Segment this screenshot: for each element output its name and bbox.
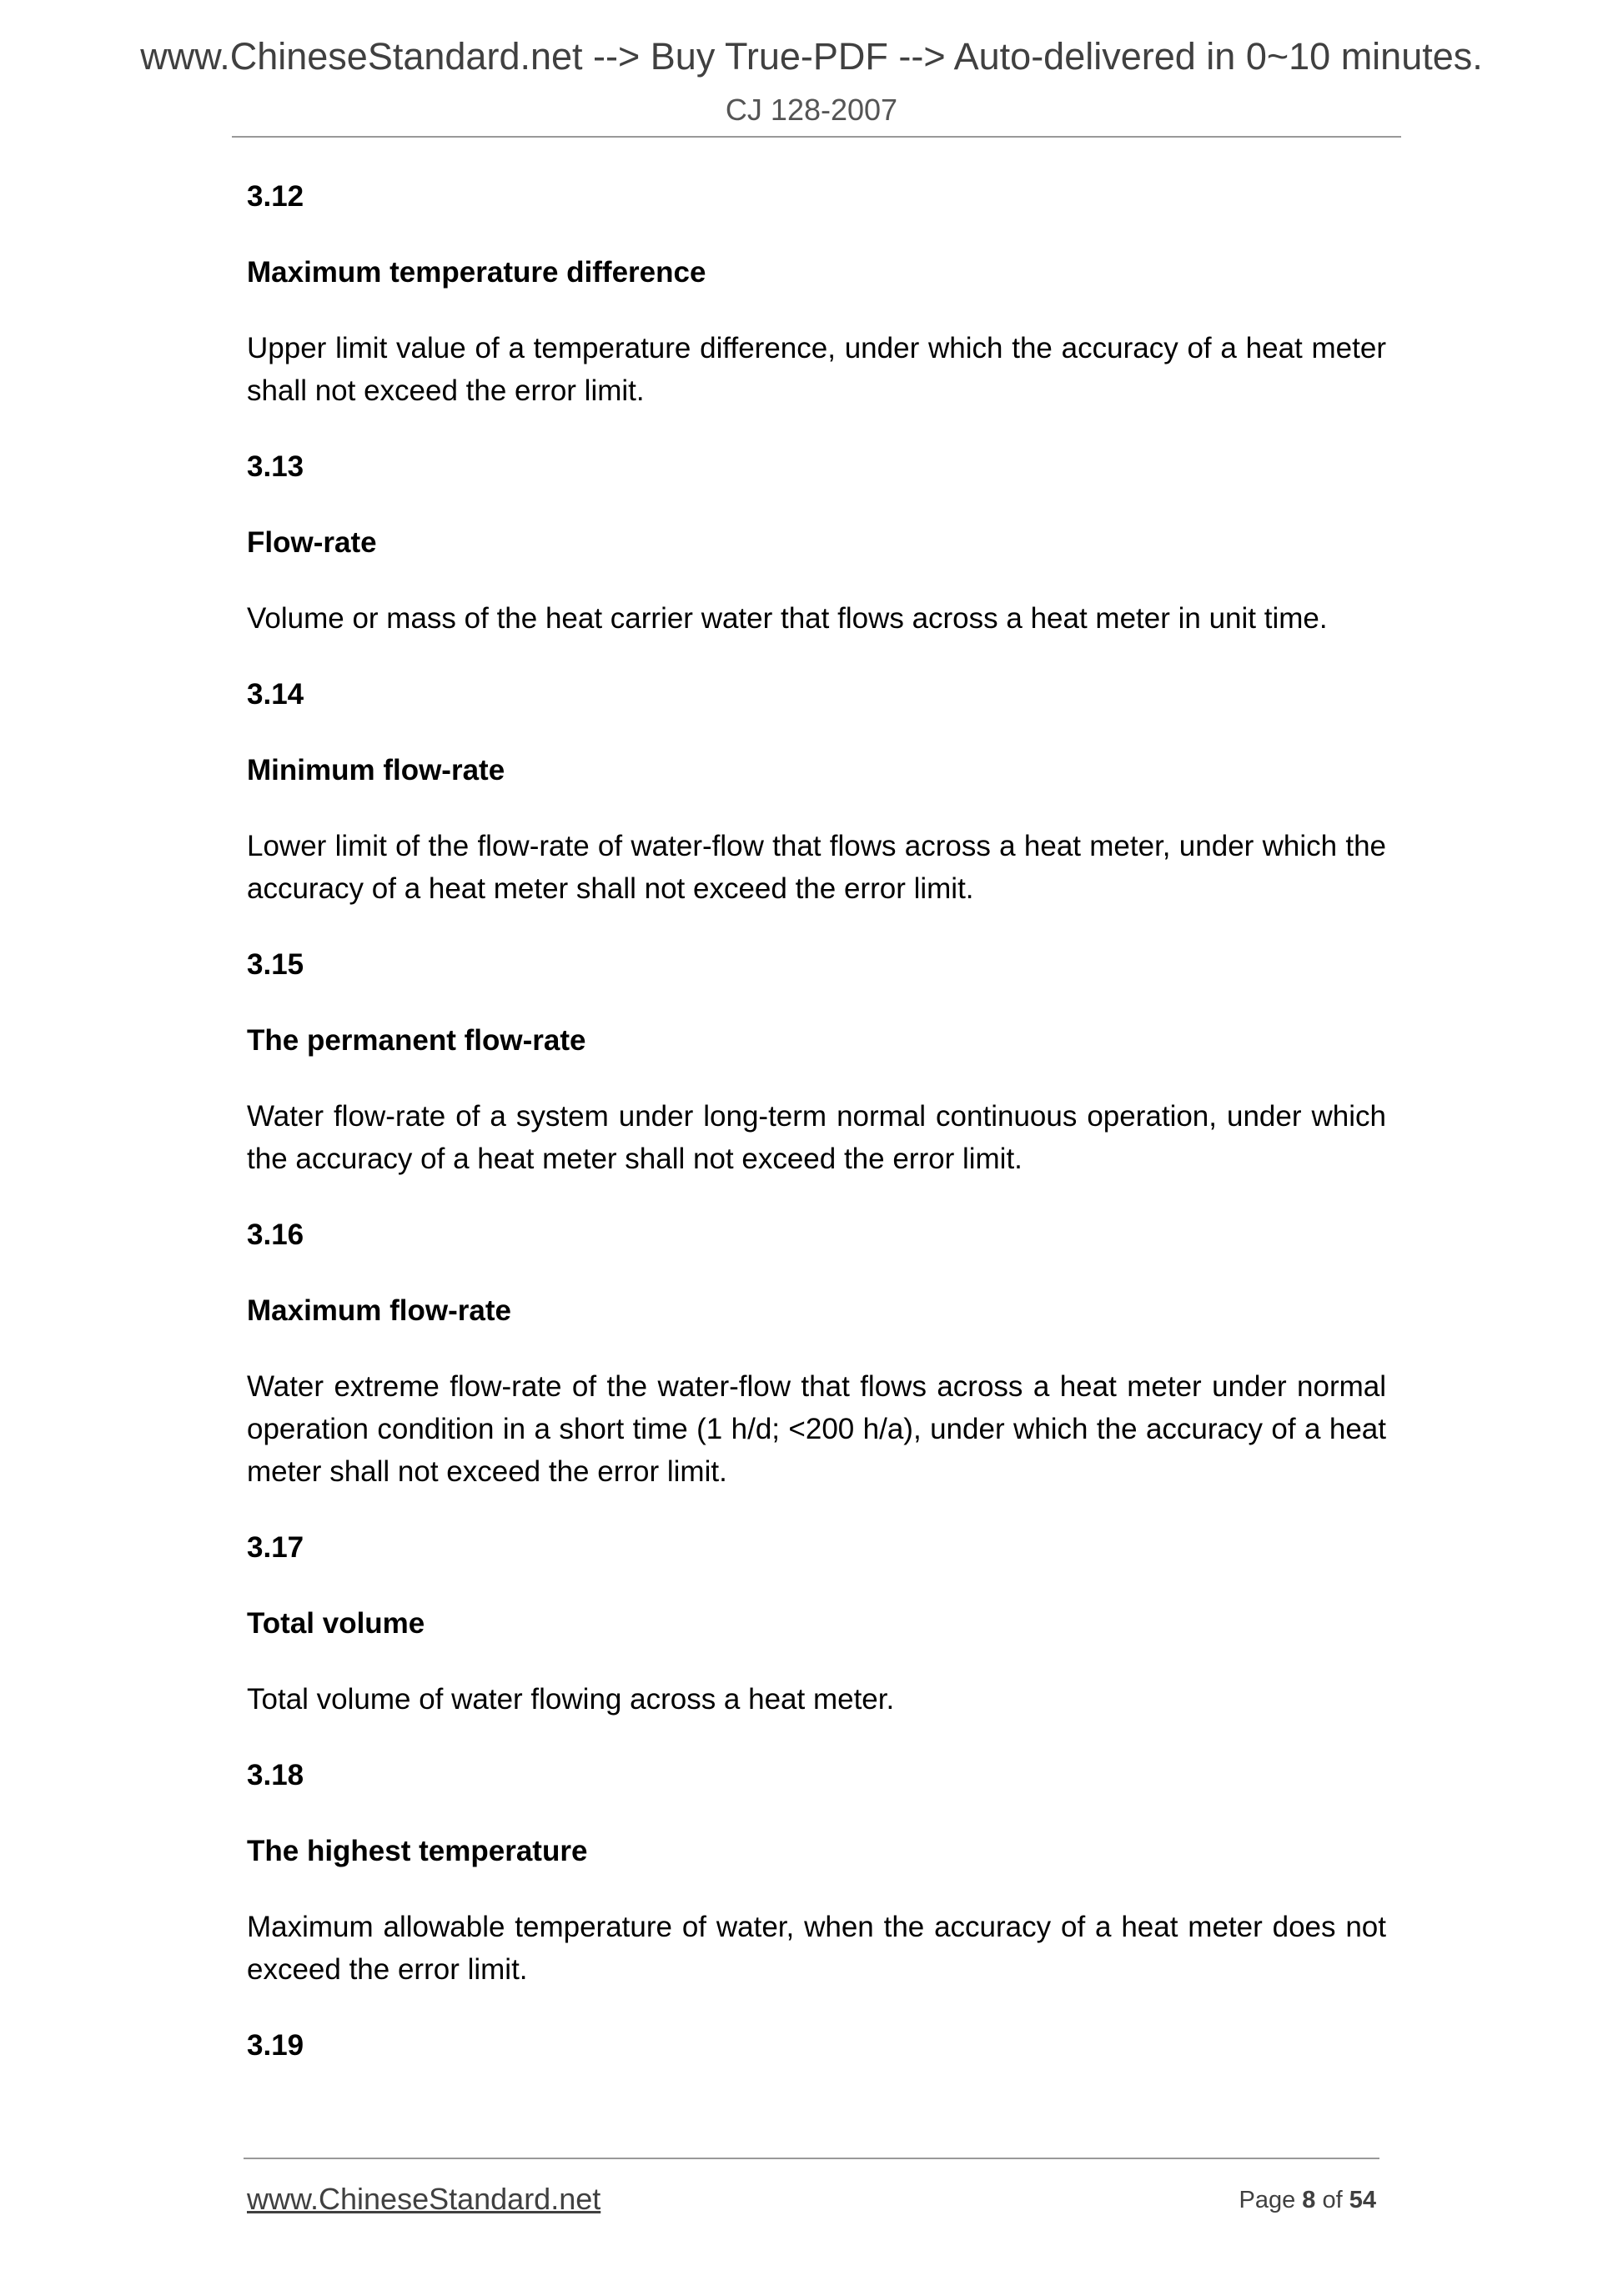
page-total: 54 <box>1349 2187 1376 2213</box>
clause-number: 3.13 <box>247 450 304 483</box>
document-body <box>247 175 1386 2100</box>
clause-number: 3.14 <box>247 678 304 711</box>
clause-number: 3.15 <box>247 948 304 981</box>
clause-number: 3.12 <box>247 180 304 213</box>
clause-number: 3.17 <box>247 1531 304 1564</box>
clause-definition: Upper limit value of a temperature difference, under which the accuracy of a heat meter shall not exceed the error limit. <box>247 332 1386 407</box>
clause-definition: Maximum allowable temperature of water, when the accuracy of a heat meter does not exceed the error limit. <box>247 1911 1386 1986</box>
clause-term: Flow-rate <box>247 526 377 559</box>
footer-website-link[interactable]: www.ChineseStandard.net <box>247 2182 601 2216</box>
clause-definition: Water flow-rate of a system under long-term normal continuous operation, under which the accuracy of a heat meter shall not exceed the error limit. <box>247 1100 1386 1175</box>
page-label: Page <box>1239 2187 1296 2213</box>
clause-term: Maximum temperature difference <box>247 256 706 289</box>
clause-term: Minimum flow-rate <box>247 754 505 786</box>
footer-divider <box>244 2158 1379 2159</box>
clause-definition: Lower limit of the flow-rate of water-flow that flows across a heat meter, under which the accuracy of a heat meter shall not exceed the error limit. <box>247 830 1386 905</box>
clause-definition: Total volume of water flowing across a heat meter. <box>247 1683 895 1716</box>
clause-term: The highest temperature <box>247 1835 588 1867</box>
clause-definition: Volume or mass of the heat carrier water that flows across a heat meter in unit time. <box>247 602 1328 635</box>
clause-term: Maximum flow-rate <box>247 1294 511 1327</box>
page-current: 8 <box>1302 2187 1316 2213</box>
header-divider <box>232 136 1401 138</box>
clause-term: The permanent flow-rate <box>247 1024 586 1057</box>
clause-number: 3.18 <box>247 1759 304 1791</box>
page-indicator <box>1239 2183 1376 2217</box>
clause-definition: Water extreme flow-rate of the water-flow that flows across a heat meter under normal operation condition in a short time (1 h/d; <200 h/a), under which the accuracy of a heat meter shall not exceed the error limit. <box>247 1370 1386 1488</box>
clause-number: 3.19 <box>247 2029 304 2062</box>
clause-number: 3.16 <box>247 1218 304 1251</box>
header-banner[interactable]: www.ChineseStandard.net --> Buy True-PDF --> Auto-delivered in 0~10 minutes. <box>140 35 1483 78</box>
page-of: of <box>1322 2187 1343 2213</box>
clause-term: Total volume <box>247 1607 425 1640</box>
document-code: CJ 128-2007 <box>725 93 898 127</box>
